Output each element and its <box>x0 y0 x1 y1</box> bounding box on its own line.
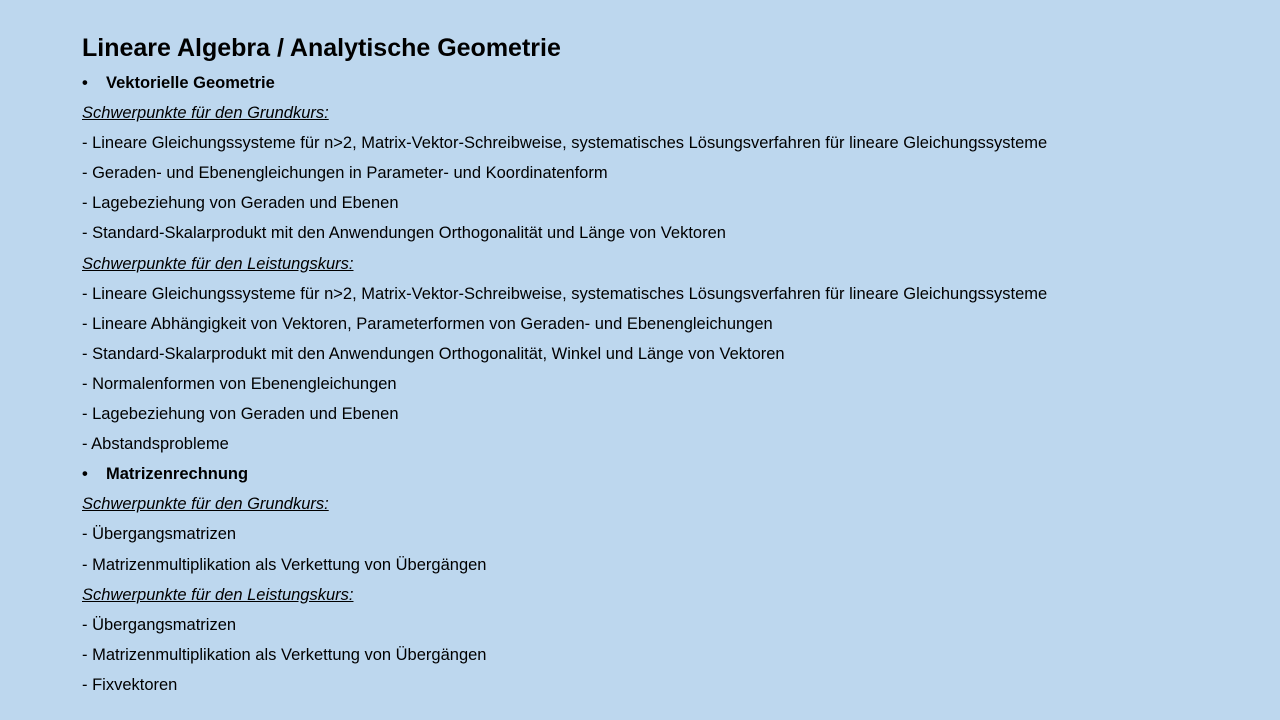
list-item: - Lineare Gleichungssysteme für n>2, Matrix-Vektor-Schreibweise, systematisches Lösungsverfahren für lineare Gleichungssysteme <box>82 134 1048 153</box>
list-item: - Lineare Abhängigkeit von Vektoren, Parameterformen von Geraden- und Ebenengleichungen <box>82 314 773 333</box>
leistungskurs-label: Schwerpunkte für den Leistungskurs: <box>82 254 354 273</box>
slide-title: Lineare Algebra / Analytische Geometrie <box>82 34 561 62</box>
list-item: - Matrizenmultiplikation als Verkettung von Übergängen <box>82 645 487 664</box>
list-item: - Abstandsprobleme <box>82 435 229 454</box>
list-item: - Standard-Skalarprodukt mit den Anwendungen Orthogonalität, Winkel und Länge von Vektoren <box>82 344 785 363</box>
list-item: - Lagebeziehung von Geraden und Ebenen <box>82 405 399 424</box>
section-heading-text: Vektorielle Geometrie <box>106 74 275 92</box>
grundkurs-label: Schwerpunkte für den Grundkurs: <box>82 495 329 514</box>
leistungskurs-label: Schwerpunkte für den Leistungskurs: <box>82 585 354 604</box>
list-item: - Fixvektoren <box>82 675 178 694</box>
list-item: - Lagebeziehung von Geraden und Ebenen <box>82 194 399 213</box>
list-item: - Normalenformen von Ebenengleichungen <box>82 374 397 393</box>
bullet-icon: • <box>82 465 88 484</box>
section-heading-vektorielle-geometrie <box>82 68 1232 98</box>
list-item: - Lineare Gleichungssysteme für n>2, Matrix-Vektor-Schreibweise, systematisches Lösungsverfahren für lineare Gleichungssysteme <box>82 284 1048 303</box>
slide-content <box>82 30 1232 700</box>
list-item: - Standard-Skalarprodukt mit den Anwendungen Orthogonalität und Länge von Vektoren <box>82 224 726 243</box>
list-item: - Matrizenmultiplikation als Verkettung von Übergängen <box>82 555 487 574</box>
grundkurs-label: Schwerpunkte für den Grundkurs: <box>82 104 329 123</box>
bullet-icon: • <box>82 74 88 92</box>
list-item: - Übergangsmatrizen <box>82 615 237 634</box>
section-heading-matrizenrechnung <box>82 459 1232 489</box>
list-item: - Geraden- und Ebenengleichungen in Parameter- und Koordinatenform <box>82 164 608 183</box>
section-heading-text: Matrizenrechnung <box>106 465 249 484</box>
list-item: - Übergangsmatrizen <box>82 525 237 544</box>
